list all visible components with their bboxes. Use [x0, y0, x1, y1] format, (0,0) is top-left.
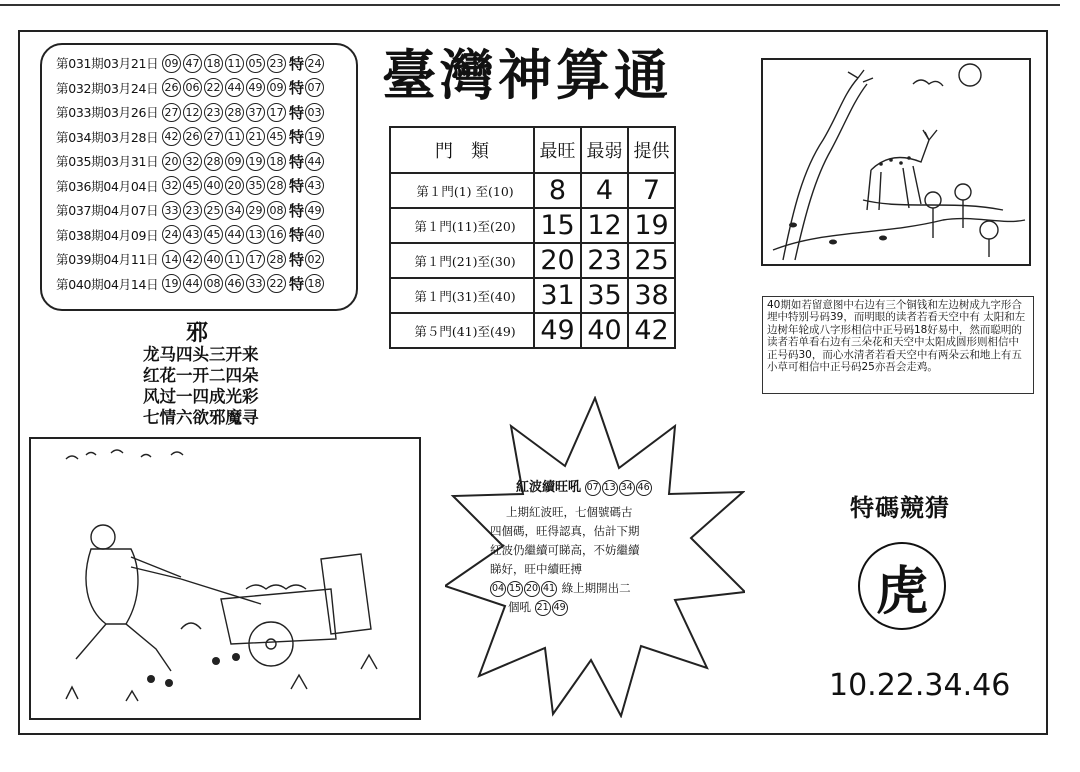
cold-value: 40	[581, 313, 628, 348]
tail-line	[490, 598, 690, 617]
zodiac-animal: 虎	[858, 542, 946, 630]
number-ball: 23	[183, 201, 202, 220]
number-ball: 42	[162, 127, 181, 146]
row-range: 第１門(11)至(20)	[390, 208, 534, 243]
table-row	[390, 313, 675, 348]
number-ball: 43	[183, 225, 202, 244]
offer-value: 19	[628, 208, 675, 243]
draw-history	[40, 43, 358, 311]
red-wave-title: 紅波續旺吼	[516, 480, 582, 495]
number-ball: 07	[585, 480, 601, 496]
history-row	[56, 100, 350, 125]
number-ball: 24	[162, 225, 181, 244]
page-title: 臺灣神算通	[382, 43, 672, 107]
poem-line: 龙马四头三开来	[143, 345, 259, 364]
number-ball: 19	[246, 152, 265, 171]
draw-label: 第035期03月31日	[56, 154, 159, 170]
number-ball: 08	[204, 274, 223, 293]
number-ball: 17	[267, 103, 286, 122]
number-ball: 13	[246, 225, 265, 244]
draw-label: 第036期04月04日	[56, 178, 159, 194]
number-ball: 28	[267, 250, 286, 269]
number-ball: 28	[204, 152, 223, 171]
number-ball: 18	[267, 152, 286, 171]
number-ball: 20	[225, 176, 244, 195]
number-ball: 14	[162, 250, 181, 269]
special-marker: 特	[289, 103, 305, 122]
history-row	[56, 247, 350, 272]
history-row	[56, 76, 350, 101]
red-wave-header	[490, 478, 690, 497]
special-marker: 特	[289, 250, 305, 269]
number-ball: 17	[246, 250, 265, 269]
number-ball: 45	[183, 176, 202, 195]
special-number-ball: 19	[305, 127, 324, 146]
poem	[143, 344, 259, 428]
hot-value: 49	[534, 313, 581, 348]
number-ball: 44	[225, 225, 244, 244]
draw-label: 第033期03月26日	[56, 105, 159, 121]
draw-label: 第034期03月28日	[56, 129, 159, 145]
history-row	[56, 149, 350, 174]
table-row	[390, 208, 675, 243]
number-ball: 32	[183, 152, 202, 171]
draw-label: 第038期04月09日	[56, 227, 159, 243]
draw-label: 第039期04月11日	[56, 252, 159, 268]
number-ball: 40	[204, 250, 223, 269]
number-ball: 04	[490, 581, 506, 597]
table-row	[390, 243, 675, 278]
special-number-ball: 18	[305, 274, 324, 293]
table-row	[390, 173, 675, 208]
number-ball: 27	[204, 127, 223, 146]
history-row	[56, 125, 350, 150]
number-ball: 27	[162, 103, 181, 122]
red-wave-text: 睇好，旺中續旺搏	[490, 562, 582, 576]
number-ball: 44	[225, 78, 244, 97]
history-row	[56, 272, 350, 297]
offer-value: 38	[628, 278, 675, 313]
draw-label: 第032期03月24日	[56, 80, 159, 96]
red-wave-text: 紅波仍繼續可睇高，不妨繼續	[490, 543, 640, 557]
number-ball: 11	[225, 127, 244, 146]
number-ball: 35	[246, 176, 265, 195]
number-ball: 13	[602, 480, 618, 496]
special-marker: 特	[289, 54, 305, 73]
number-ball: 26	[162, 78, 181, 97]
history-row	[56, 174, 350, 199]
number-ball: 49	[552, 600, 568, 616]
number-ball: 23	[204, 103, 223, 122]
draw-label: 第037期04月07日	[56, 203, 159, 219]
cold-value: 12	[581, 208, 628, 243]
green-wave-text: 綠上期開出二	[561, 581, 631, 595]
poem-line: 七情六欲邪魔寻	[143, 408, 259, 427]
number-ball: 20	[524, 581, 540, 597]
special-marker: 特	[289, 226, 305, 245]
red-wave-text: 四個碼，旺得認真，估計下期	[490, 524, 640, 538]
offer-value: 42	[628, 313, 675, 348]
number-ball: 22	[267, 274, 286, 293]
number-ball: 16	[267, 225, 286, 244]
tail-text: 個吼	[508, 600, 531, 614]
deer-illustration	[761, 58, 1031, 266]
header-category: 門 類	[390, 127, 534, 173]
poem-line: 红花一开二四朵	[143, 366, 259, 385]
special-guess-title: 特碼競猜	[850, 493, 950, 522]
number-ball: 45	[267, 127, 286, 146]
special-marker: 特	[289, 128, 305, 147]
special-number-ball: 24	[305, 54, 324, 73]
number-ball: 21	[246, 127, 265, 146]
header-offer: 提供	[628, 127, 675, 173]
number-ball: 23	[267, 54, 286, 73]
cold-value: 35	[581, 278, 628, 313]
number-ball: 46	[225, 274, 244, 293]
special-marker: 特	[289, 152, 305, 171]
table-header-row	[390, 127, 675, 173]
number-ball: 20	[162, 152, 181, 171]
row-range: 第１門(1) 至(10)	[390, 173, 534, 208]
cold-value: 23	[581, 243, 628, 278]
number-ball: 06	[183, 78, 202, 97]
header-hot: 最旺	[534, 127, 581, 173]
offer-value: 25	[628, 243, 675, 278]
offer-value: 7	[628, 173, 675, 208]
number-ball: 11	[225, 54, 244, 73]
draw-label: 第040期04月14日	[56, 276, 159, 292]
number-ball: 26	[183, 127, 202, 146]
number-ball: 28	[225, 103, 244, 122]
number-ball: 45	[204, 225, 223, 244]
number-ball: 18	[204, 54, 223, 73]
history-row	[56, 51, 350, 76]
header-cold: 最弱	[581, 127, 628, 173]
row-range: 第５門(41)至(49)	[390, 313, 534, 348]
hot-value: 15	[534, 208, 581, 243]
special-number-ball: 07	[305, 78, 324, 97]
top-rule	[0, 0, 1060, 6]
number-ball: 32	[162, 176, 181, 195]
number-ball: 15	[507, 581, 523, 597]
guess-numbers: 10.22.34.46	[829, 668, 1011, 703]
poem-title: 邪	[186, 320, 209, 346]
special-number-ball: 03	[305, 103, 324, 122]
number-ball: 11	[225, 250, 244, 269]
poem-line: 风过一四成光彩	[143, 387, 259, 406]
hint-note: 40期如若留意图中右边有三个铜钱和左边树成九字形合埋中特别号码39，而明眼的读者若看天空中有 太阳和左边树年轮成八字形相信中正号码18好易中，然而聪明的读者若单看右边有三朵花和天空中太阳成圆形则相信中正号码30，而心水清者若看天空中有两朵云和地上有五小草可相信中正号码25亦吾会走鸡。	[762, 296, 1034, 394]
red-wave-box	[490, 478, 690, 617]
special-number-ball: 43	[305, 176, 324, 195]
number-ball: 37	[246, 103, 265, 122]
number-ball: 28	[267, 176, 286, 195]
number-ball: 47	[183, 54, 202, 73]
history-row	[56, 198, 350, 223]
cold-value: 4	[581, 173, 628, 208]
number-ball: 21	[535, 600, 551, 616]
history-row	[56, 223, 350, 248]
number-ball: 29	[246, 201, 265, 220]
row-range: 第１門(31)至(40)	[390, 278, 534, 313]
special-number-ball: 40	[305, 225, 324, 244]
number-ball: 42	[183, 250, 202, 269]
table-row	[390, 278, 675, 313]
number-ball: 33	[246, 274, 265, 293]
number-ball: 08	[267, 201, 286, 220]
special-number-ball: 02	[305, 250, 324, 269]
hot-value: 20	[534, 243, 581, 278]
row-range: 第１門(21)至(30)	[390, 243, 534, 278]
number-ball: 05	[246, 54, 265, 73]
hot-value: 31	[534, 278, 581, 313]
special-marker: 特	[289, 201, 305, 220]
special-marker: 特	[289, 177, 305, 196]
number-ball: 34	[619, 480, 635, 496]
number-ball: 41	[541, 581, 557, 597]
special-number-ball: 44	[305, 152, 324, 171]
category-table	[389, 126, 676, 349]
number-ball: 22	[204, 78, 223, 97]
green-wave-line	[490, 579, 690, 598]
hot-value: 8	[534, 173, 581, 208]
man-pulling-cart-icon	[31, 439, 419, 718]
special-number-ball: 49	[305, 201, 324, 220]
number-ball: 09	[225, 152, 244, 171]
number-ball: 34	[225, 201, 244, 220]
man-with-cart-illustration	[29, 437, 421, 720]
number-ball: 09	[162, 54, 181, 73]
number-ball: 12	[183, 103, 202, 122]
red-wave-text: 上期紅波旺，七個號碼古	[506, 505, 633, 519]
number-ball: 40	[204, 176, 223, 195]
special-marker: 特	[289, 275, 305, 294]
number-ball: 09	[267, 78, 286, 97]
number-ball: 33	[162, 201, 181, 220]
deer-scene-icon	[763, 60, 1029, 264]
number-ball: 49	[246, 78, 265, 97]
number-ball: 44	[183, 274, 202, 293]
number-ball: 46	[636, 480, 652, 496]
draw-label: 第031期03月21日	[56, 56, 159, 72]
special-marker: 特	[289, 79, 305, 98]
number-ball: 25	[204, 201, 223, 220]
number-ball: 19	[162, 274, 181, 293]
